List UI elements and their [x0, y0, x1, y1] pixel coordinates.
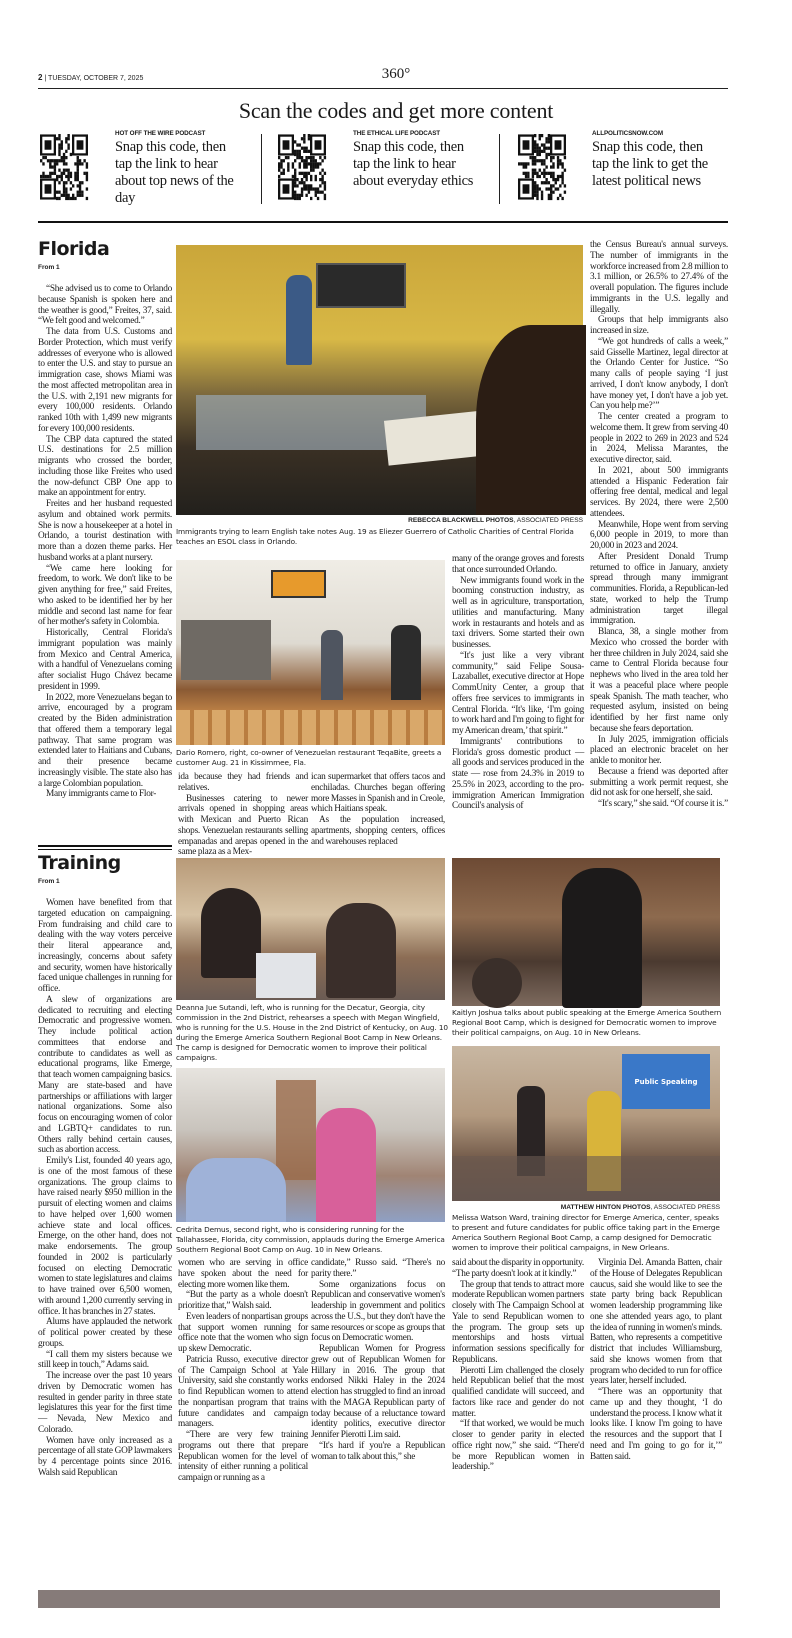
article-paragraph: Even leaders of nonpartisan groups that support women running for office note that the women who sign up skew Democratic. — [178, 1311, 308, 1354]
photo-credit: MATTHEW HINTON PHOTOS, ASSOCIATED PRESS — [560, 1204, 720, 1211]
speech-rehearsal-photo — [176, 858, 445, 1000]
article-paragraph: After President Donald Trump returned to office in January, anxiety spread through many immigrant communities. Florida, a Republican-led state, worked to help the Trump administration target illegal immigration. — [590, 551, 728, 627]
article-column — [311, 1258, 445, 1462]
promo-text: Snap this code, then tap the link to get the latest political news — [592, 139, 708, 189]
article-column — [38, 898, 172, 1479]
article-paragraph: As the population increased, apartments, shopping centers, offices and warehouses replaced — [311, 815, 445, 847]
article-column — [38, 284, 172, 800]
qr-code-icon[interactable] — [518, 134, 566, 200]
article-paragraph: Blanca, 38, a single mother from Mexico who crossed the border with her three children in July 2024, said she came to Central Florida because four nephews who lived in the area told her it was a peaceful place where people speak Spanish. The math teacher, who requested asylum, insisted on being identified by her first name only because she fears deportation. — [590, 627, 728, 734]
article-paragraph: said about the disparity in opportunity. “The party doesn't look at it kindly.” — [452, 1258, 584, 1279]
article-paragraph: The group that tends to attract more moderate Republican women partners closely with The Campaign School at Yale to send Republican women to the program. The group sets up mentorships and hosts virtual information sessions specifically for Republicans. — [452, 1279, 584, 1365]
article-paragraph: “There was an opportunity that came up and they thought, ‘I do understand the process. I know what it looks like. I know I'm going to have the resources and the support that I need and I'm going to go for it,’” Batten said. — [590, 1387, 722, 1462]
article-column — [590, 1258, 722, 1462]
article-paragraph: Some organizations focus on Republican and conservative women's leadership in government and politics across the U.S., but they don't have the same resources or scope as groups that focus on Democratic women. — [311, 1279, 445, 1344]
article-paragraph: In 2022, more Venezuelans began to arrive, encouraged by a program created by the Biden administration that offered them a temporary legal pathway. That same program was extended later to Haitians and Cubans, and their presence became increasingly visible. The state also has a large Colombian population. — [38, 692, 172, 789]
article-column — [311, 772, 445, 847]
article-paragraph: Pierotti Lim challenged the closely held Republican belief that the most qualified candidate will succeed, and factors like race and gender do not matter. — [452, 1365, 584, 1419]
article-paragraph: the Census Bureau's annual surveys. The number of immigrants in the workforce increased from 2.8 million to 3.1 million, or 26.5% to 27.4% of the overall population. The figures include immigrants in the U.S. legally and illegally. — [590, 240, 728, 315]
article-paragraph: “I call them my sisters because we still keep in touch,” Adams said. — [38, 1349, 172, 1371]
section-name: 360° — [381, 66, 411, 82]
article-paragraph: candidate,” Russo said. “There's no parity there.” — [311, 1258, 445, 1279]
section-rule — [38, 221, 728, 223]
promo-kicker: ALLPOLITICSNOW.COM — [592, 130, 663, 137]
article-paragraph: ida because they had friends and relatives. — [178, 772, 308, 793]
qr-code-icon[interactable] — [40, 134, 88, 200]
article-paragraph: “It's scary,” she said. “Of course it is.” — [598, 799, 728, 809]
promo-kicker: THE ETHICAL LIFE PODCAST — [353, 130, 441, 137]
story-headline: Training — [38, 852, 121, 874]
article-paragraph: “But the party as a whole doesn't prioritize that,” Walsh said. — [178, 1290, 308, 1311]
article-column — [590, 240, 728, 810]
article-paragraph: Women have only increased as a percentage of all state GOP lawmakers by 4 percentage points since 2016. Walsh said Republican — [38, 1435, 172, 1478]
article-paragraph: “We came here looking for freedom, to work. We don't like to be given anything for free,” said Freites, who asked to be identified her by her middle and second last name for fear of her mother's safety in Colombia. — [38, 563, 172, 628]
article-paragraph: The CBP data captured the stated U.S. destinations for 2.5 million migrants who crossed the border, including those like Freites who used the now-defunct CBP One app to make an appointment for entry. — [38, 434, 172, 499]
article-paragraph: In July 2025, immigration officials placed an electronic bracelet on her ankle to monitor her. — [590, 734, 728, 766]
photo-caption: Immigrants trying to learn English take notes Aug. 19 as Eliezer Guerrero of Catholic Charities of Central Florida teaches an ESOL class in Orlando. — [176, 527, 574, 546]
photo-caption: Melissa Watson Ward, training director for Emerge America, center, speaks to present and future candidates for public office taking part in the Emerge America Southern Regional Boot Camp, a camp designed for Democratic women to improve their political campaigns, in New Orleans. — [452, 1213, 720, 1252]
footer-ad-bar — [38, 1590, 720, 1608]
article-paragraph: Emily's List, founded 40 years ago, is one of the most famous of these organizations. The group claims to have raised nearly $950 million in the pursuit of electing women and claims to have helped over 1,600 women achieve state and local offices. Emerge, on the other hand, does not make endorsements. The group founded in 2002 is particularly focused on electing Democratic women to state legislatures and claims to have trained over 6,500 women, with around 1,200 currently serving in office. It has branches in 27 states. — [38, 1156, 172, 1317]
article-paragraph: Businesses catering to newer arrivals opened in shopping areas with Mexican and Puerto Rican shops. Venezuelan restaurants selling empanadas and arepas opened in the same plaza as a Mex- — [178, 793, 308, 858]
article-paragraph: Immigrants' contributions to Florida's gross domestic product — all goods and services produced in the state — rose from 24.3% in 2019 to 25.5% in 2023, according to the pro-immigration American Immigration Council's analysis of — [452, 736, 584, 812]
article-paragraph: Groups that help immigrants also increased in size. — [590, 315, 728, 336]
promo-kicker: HOT OFF THE WIRE PODCAST — [115, 130, 206, 137]
qr-code-icon[interactable] — [278, 134, 326, 200]
article-paragraph: Alums have applauded the network of political power created by these groups. — [38, 1317, 172, 1349]
section-rule — [38, 845, 172, 850]
article-paragraph: A slew of organizations are dedicated to recruiting and electing Democratic and progressive women. They include political action committees that endorse and contribute to candidates as well as educational programs, like Emerge, that teach women campaigning basics. Many are state-based and have partnerships or affiliations with larger national organizations. Some also focus on encouraging women of color and LGBTQ+ candidates to run. Others rally behind certain causes, such as abortion access. — [38, 994, 172, 1156]
article-paragraph: Meanwhile, Hope went from serving 6,000 people in 2019, to more than 20,000 in 2023 and 2024. — [590, 519, 728, 551]
slide-screen: Public Speaking — [622, 1054, 710, 1109]
jump-line: From 1 — [38, 264, 60, 271]
photo-caption: Dario Romero, right, co-owner of Venezuelan restaurant TeqaBite, greets a customer Aug. 21 in Kissimmee, Fla. — [176, 748, 442, 767]
article-paragraph: “It's hard if you're a Republican woman to talk about this,” she — [311, 1440, 445, 1462]
article-paragraph: The increase over the past 10 years driven by Democratic women has resulted in gender parity in three state legislatures this year for the first time — Nevada, New Mexico and Colorado. — [38, 1371, 172, 1435]
divider — [499, 134, 500, 204]
issue-date: TUESDAY, OCTOBER 7, 2025 — [48, 75, 144, 82]
article-paragraph: Virginia Del. Amanda Batten, chair of the House of Delegates Republican caucus, said she would like to see the state party bring back Republican women leadership programming like one she attended years ago, to plant the idea of running in women's minds. Batten, who represents a competitive district that includes Williamsburg, said she knows women from that program who decided to run for office years later, herself included. — [590, 1258, 722, 1387]
promo-title: Scan the codes and get more content — [238, 98, 554, 123]
divider — [261, 134, 262, 204]
page-number: 2 — [38, 73, 43, 82]
promo-text: Snap this code, then tap the link to hear about everyday ethics — [353, 139, 474, 189]
article-paragraph: many of the orange groves and forests that once surrounded Orlando. — [452, 554, 584, 575]
article-column — [452, 554, 584, 812]
article-column — [178, 1258, 308, 1484]
article-paragraph: Patricia Russo, executive director of The Campaign School at Yale University, said she constantly works to find Republican women to attend the nonpartisan program that trains future candidates and campaign managers. — [178, 1354, 308, 1430]
article-paragraph: “She advised us to come to Orlando because Spanish is spoken here and the weather is good,” Freites, 37, said. “We felt good and welcomed.” — [38, 284, 172, 327]
jump-line: From 1 — [38, 878, 60, 885]
article-paragraph: “It's just like a very vibrant community,” said Felipe Sousa-Lazaballet, executive director at Hope CommUnity Center, a group that offers free services to immigrants in Central Florida. “It's like, ‘I'm going to work hard and I'm going to fight for my American dream,’ that spirit.” — [452, 650, 584, 736]
article-paragraph: The data from U.S. Customs and Border Protection, which must verify addresses of everyone who is allowed to enter the U.S. and stay to pursue an immigration case, shows Miami was the most affected metropolitan area in the U.S. with 2,191 new migrants for every 100,000 residents. Orlando ranked 10th with 1,499 new migrants for every 100,000 residents. — [38, 327, 172, 434]
article-paragraph: Because a friend was deported after submitting a work permit request, she did not ask for one herself, she said. — [590, 766, 728, 799]
promo-text: Snap this code, then tap the link to hear about top news of the day — [115, 139, 234, 206]
article-paragraph: ican supermarket that offers tacos and enchiladas. Churches began offering more Masses in Spanish and in Creole, which Haitians speak. — [311, 772, 445, 815]
article-paragraph: “If that worked, we would be much closer to gender parity in elected office right now,” she said. “There'd be more Republican women in leadership.” — [452, 1419, 584, 1473]
article-column — [178, 772, 308, 858]
training-session-photo — [452, 1046, 720, 1201]
classroom-photo — [176, 245, 583, 515]
photo-caption: Deanna Jue Sutandi, left, who is running for the Decatur, Georgia, city commission in the 2nd District, rehearses a speech with Megan Wingfield, who is running for the U.S. House in the 2nd District of Kentucky, on Aug. 10 during the Emerge America Southern Regional Boot Camp in New Orleans. The camp is designed for Democratic women to improve their political campaigns. — [176, 1003, 448, 1062]
article-paragraph: “We got hundreds of calls a week,” said Gisselle Martinez, legal director at the Orlando Center for Justice. “So many calls of people saying ‘I just arrived, I don't know anybody, I don't have money yet, I don't have a job yet. Can you help me?’” — [590, 336, 728, 412]
article-paragraph: Historically, Central Florida's immigrant population was mainly from Mexico and Central America, with a handful of Venezuelans coming after socialist Hugo Chávez became president in 1999. — [38, 628, 172, 692]
article-paragraph: Republican Women for Progress grew out of Republican Women for Hillary in 2016. The group that endorsed Nikki Haley in the 2024 election has struggled to find an inroad with the MAGA Republican party of today because of a reluctance toward identity politics, executive director Jennifer Pierotti Lim said. — [311, 1344, 445, 1440]
restaurant-photo — [176, 560, 445, 745]
article-paragraph: In 2021, about 500 immigrants attended a Hispanic Federation fair offering free dental, medical and legal services. By 2024, there were 2,500 attendees. — [590, 465, 728, 519]
article-paragraph: New immigrants found work in the booming construction industry, as well as in agriculture, transportation, utilities and manufacturing. Many work in restaurants and hotels and as taxi drivers. Some started their own businesses. — [452, 575, 584, 650]
article-paragraph: “There are very few training programs out there that prepare Republican women for the level of intensity of either running a political campaign or running as a — [178, 1430, 308, 1483]
photo-credit: REBECCA BLACKWELL PHOTOS, ASSOCIATED PRESS — [408, 517, 583, 524]
article-paragraph: The center created a program to welcome them. It grew from serving 40 people in 2022 to 269 in 2023 and 524 in 2024, Melissa Marantes, the executive director, said. — [590, 412, 728, 465]
header-rule — [38, 88, 728, 89]
photo-caption: Cedrita Demus, second right, who is considering running for the Tallahassee, Florida, city commission, applauds during the Emerge America Southern Regional Boot Camp on Aug. 10 in New Orleans. — [176, 1225, 445, 1254]
article-paragraph: women who are serving in office have spoken about the need for electing more women like them. — [178, 1258, 308, 1290]
photo-caption: Kaitlyn Joshua talks about public speaking at the Emerge America Southern Regional Boot Camp, which is designed for Democratic women to improve their political campaigns, on Aug. 10 in New Orleans. — [452, 1008, 722, 1037]
folio: 2 | TUESDAY, OCTOBER 7, 2025 — [38, 73, 144, 82]
story-headline: Florida — [38, 238, 110, 260]
public-speaking-photo — [452, 858, 720, 1006]
article-paragraph: Many immigrants came to Flor- — [46, 789, 157, 800]
article-column — [452, 1258, 584, 1473]
article-paragraph: Women have benefited from that targeted education on campaigning. From fundraising and child care to dealing with the way voters perceive their literal appearance and, increasingly, concerns about safety and security, women have historically faced unique challenges in running for office. — [38, 898, 172, 994]
applause-photo — [176, 1068, 445, 1222]
article-paragraph: Freites and her husband requested asylum and obtained work permits. She is now a housekeeper at a hotel in Orlando, a tourist destination with more than a dozen theme parks. Her husband works at a plant nursery. — [38, 499, 172, 563]
